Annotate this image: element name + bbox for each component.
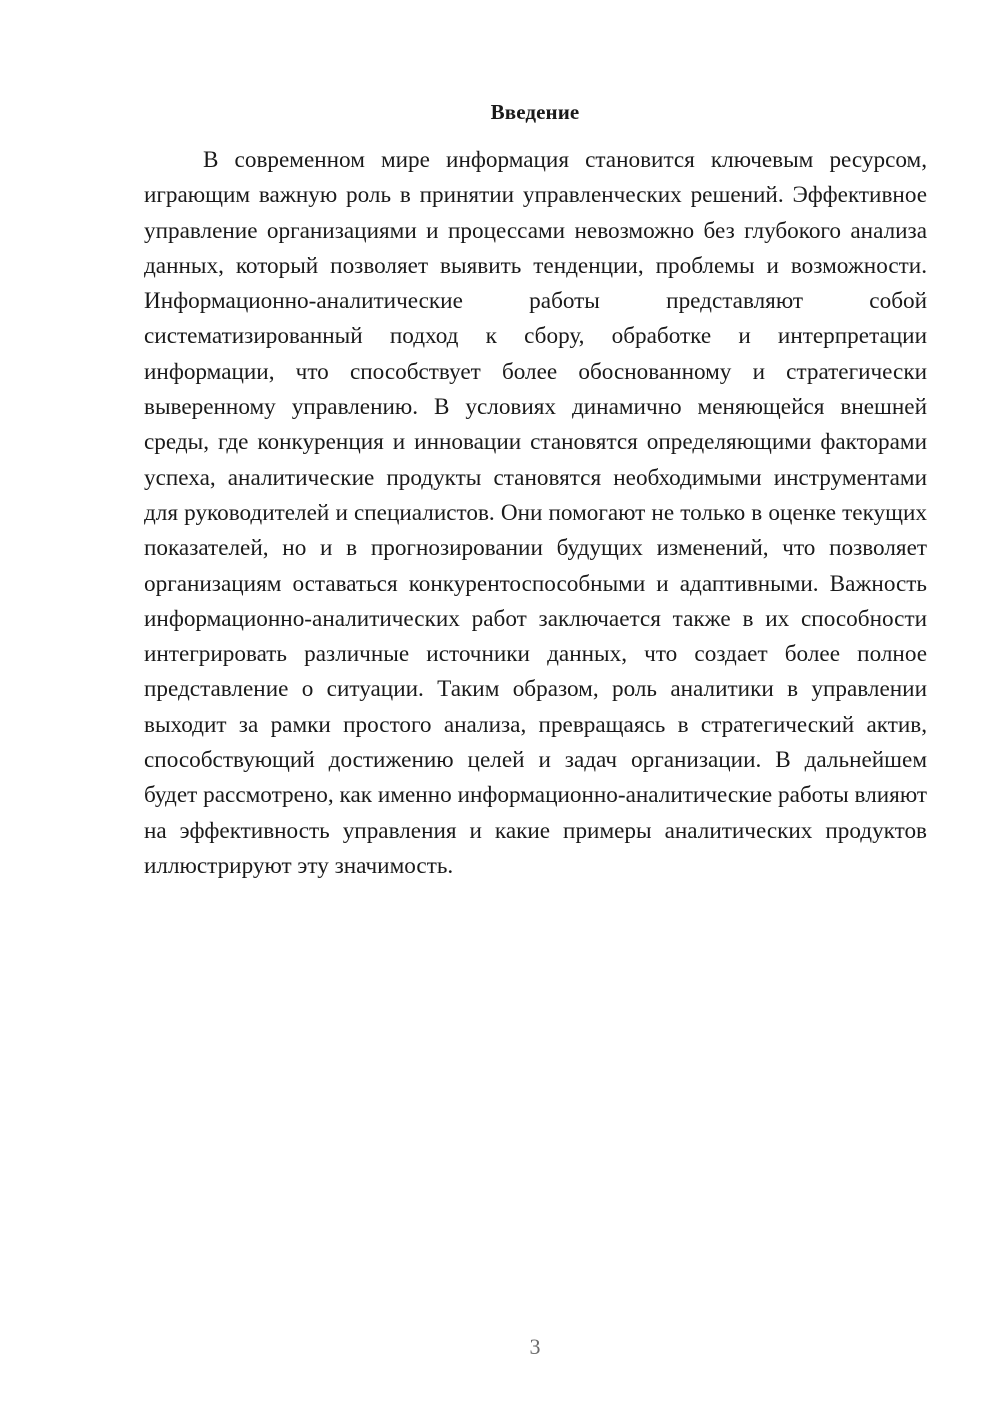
- section-heading: Введение: [490, 100, 580, 124]
- body-paragraph: В современном мире информация становится ключевым ресурсом, играющим важную роль в принятии управленческих решений. Эффективное управление организациями и процессами невозможно без глубокого анализа данных, который позволяет выявить тенденции, проблемы и возможности. Информационно-аналитические работы представляют собой систематизированный подход к сбору, обработке и интерпретации информации, что способствует более обоснованному и стратегически выверенному управлению. В условиях динамично меняющейся внешней среды, где конкуренция и инновации становятся определяющими факторами успеха, аналитические продукты становятся необходимыми инструментами для руководителей и специалистов. Они помогают не только в оценке текущих показателей, но и в прогнозировании будущих изменений, что позволяет организациям оставаться конкурентоспособными и адаптивными. Важность информационно-аналитических работ заключается также в их способности интегрировать различные источники данных, что создает более полное представление о ситуации. Таким образом, роль аналитики в управлении выходит за рамки простого анализа, превращаясь в стратегический актив, способствующий достижению целей и задач организации. В дальнейшем будет рассмотрено, как именно информационно-аналитические работы влияют на эффективность управления и какие примеры аналитических продуктов иллюстрируют эту значимость.: [144, 147, 927, 879]
- page-number: 3: [529, 1334, 541, 1359]
